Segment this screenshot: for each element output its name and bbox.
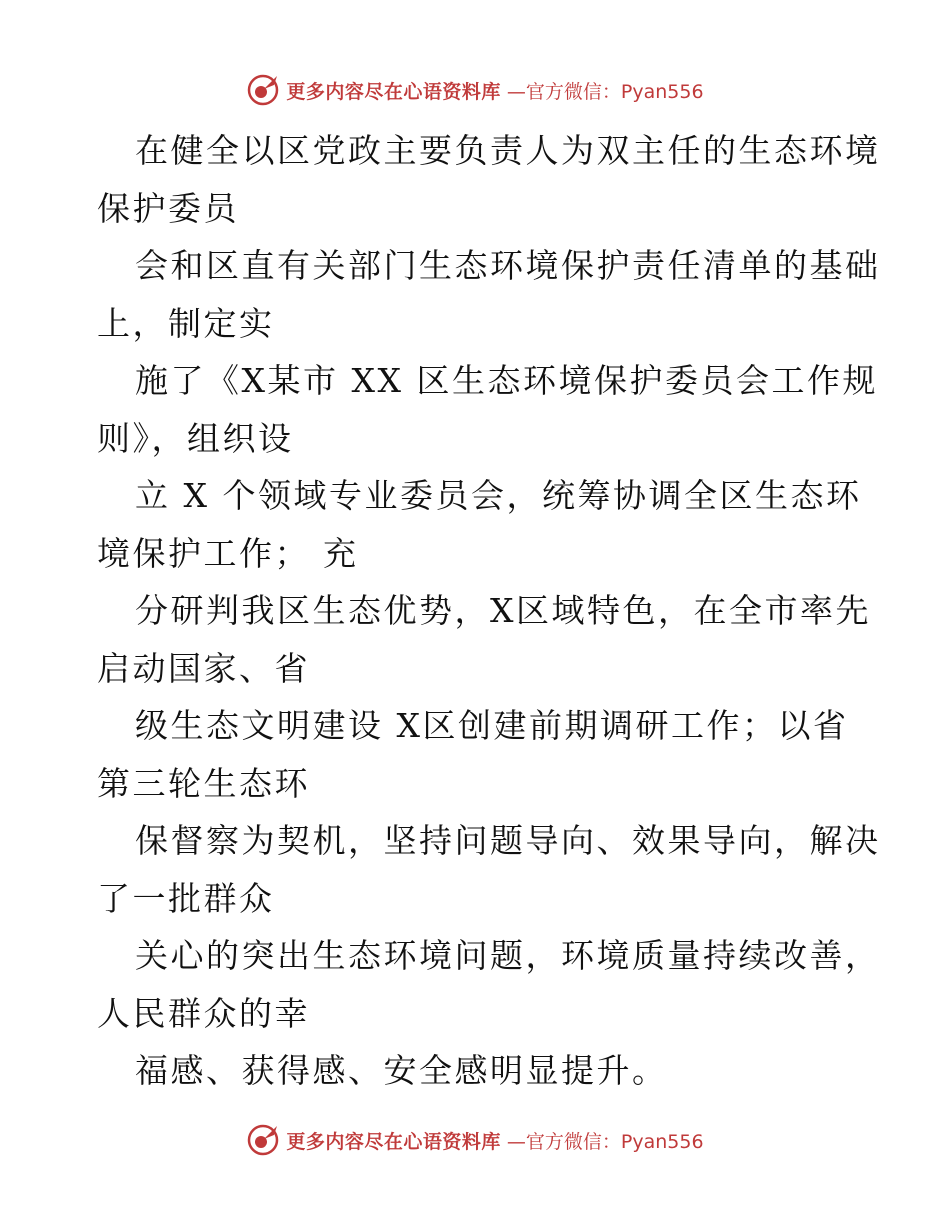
watermark-site-text: 更多内容尽在心语资料库 (286, 80, 501, 103)
header-watermark (0, 70, 950, 110)
document-body (97, 122, 881, 1100)
paragraph-line: 级生态文明建设 X区创建前期调研工作；以省 (135, 706, 849, 745)
paragraph-line: 启动国家、省 (97, 648, 310, 688)
paragraph (97, 237, 881, 352)
paragraph-line: 会和区直有关部门生态环境保护责任清单的基础 (135, 246, 881, 285)
paragraph-line: 上，制定实 (97, 303, 275, 343)
paragraph (97, 352, 878, 467)
paragraph-line: 保护委员 (97, 188, 239, 228)
paragraph-line: 境保护工作； 充 (97, 533, 359, 573)
paragraph (97, 467, 867, 582)
paragraph (97, 927, 881, 1042)
paragraph-line: 了一批群众 (97, 878, 275, 918)
paragraph-line: 分研判我区生态优势，X区域特色，在全市率先 (135, 591, 871, 630)
paragraph-line: 则》，组织设 (97, 418, 294, 458)
paragraph (97, 1042, 867, 1100)
quill-logo-icon (246, 73, 280, 107)
paragraph-line: 在健全以区党政主要负责人为双主任的生态环境 (135, 131, 881, 170)
paragraph-line: 立 X 个领域专业委员会，统筹协调全区生态环 (135, 476, 862, 515)
footer-watermark (0, 1120, 950, 1160)
paragraph-line: 第三轮生态环 (97, 763, 310, 803)
paragraph-line: 福感、获得感、安全感明显提升。 (135, 1051, 668, 1090)
paragraph (97, 697, 867, 812)
watermark-wechat-text: —官方微信：Pyan556 (506, 80, 704, 103)
paragraph-line: 施了《X某市 XX 区生态环境保护委员会工作规 (135, 361, 878, 400)
paragraph (97, 812, 881, 927)
paragraph-line: 关心的突出生态环境问题，环境质量持续改善， (135, 936, 881, 975)
watermark-site-text: 更多内容尽在心语资料库 (286, 1130, 501, 1153)
paragraph (97, 582, 871, 697)
paragraph (97, 122, 881, 237)
paragraph-line: 人民群众的幸 (97, 993, 310, 1033)
paragraph-line: 保督察为契机，坚持问题导向、效果导向，解决 (135, 821, 881, 860)
watermark-wechat-text: —官方微信：Pyan556 (506, 1130, 704, 1153)
quill-logo-icon (246, 1123, 280, 1157)
